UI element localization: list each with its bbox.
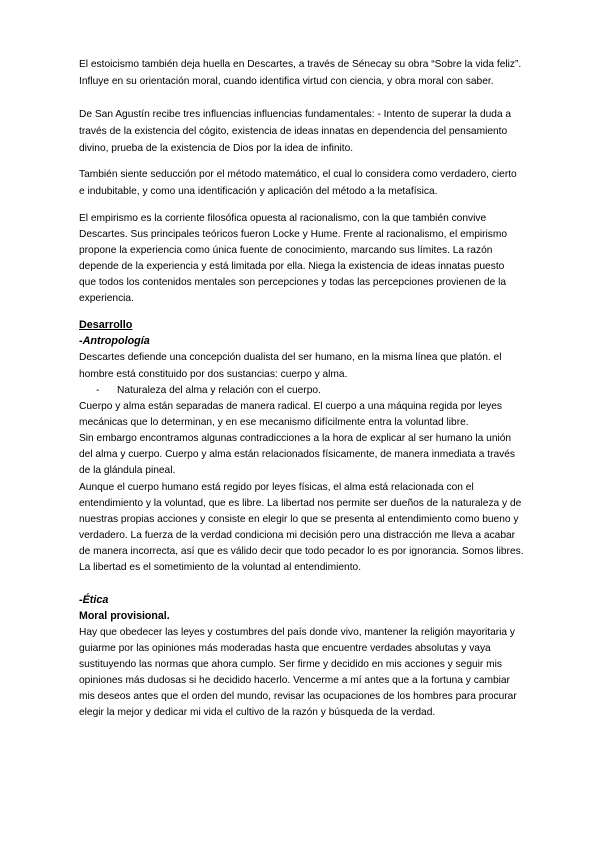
paragraph-line: Descartes. Sus principales teóricos fueron Locke y Hume. Frente al racionalismo, el empirismo: [79, 229, 508, 240]
paragraph-line: Influye en su orientación moral, cuando identifica virtud con ciencia, y obra moral con saber.: [79, 76, 494, 87]
paragraph-line: Descartes defiende una concepción dualista del ser humano, en la misma línea que platón. el: [79, 352, 502, 363]
paragraph-line: nuestras propias acciones y consiste en elegir lo que se presenta al entendimiento como bueno y: [79, 514, 519, 525]
paragraph-line: de la glándula pineal.: [79, 465, 176, 476]
bullet-item: Naturaleza del alma y relación con el cuerpo.: [117, 385, 321, 396]
bullet-dash: -: [96, 385, 100, 396]
paragraph-line: e indubitable, y como una identificación y aplicación del método a la metafísica.: [79, 186, 438, 197]
paragraph-line: hombre está constituido por dos sustancias: cuerpo y alma.: [79, 369, 348, 380]
paragraph-line: Hay que obedecer las leyes y costumbres del país donde vivo, mantener la religión mayoritaria y: [79, 627, 516, 638]
paragraph-line: mecánicas que lo determinan, y en ese mecanismo difícilmente entra la voluntad libre.: [79, 417, 469, 428]
paragraph-line: propone la experiencia como única fuente de conocimiento, marcando sus límites. La razón: [79, 245, 493, 256]
paragraph-line: depende de la experiencia y está limitada por ella. Niega la existencia de ideas innatas puesto: [79, 261, 505, 272]
paragraph-line: Aunque el cuerpo humano está regido por leyes físicas, el alma está relacionada con el: [79, 482, 474, 493]
paragraph-line: La libertad es el sometimiento de la voluntad al entendimiento.: [79, 562, 362, 573]
subheading-antropologia: -Antropología: [79, 335, 150, 347]
subheading-etica: -Ética: [79, 594, 109, 606]
paragraph-line: Sin embargo encontramos algunas contradicciones a la hora de explicar al ser humano la unión: [79, 433, 512, 444]
paragraph-line: través de la existencia del cógito, existencia de ideas innatas en dependencia del pensamiento: [79, 126, 508, 137]
paragraph-line: El empirismo es la corriente filosófica opuesta al racionalismo, con la que también convive: [79, 213, 487, 224]
paragraph-line: También siente seducción por el método matemático, el cual lo considera como verdadero, cierto: [79, 169, 517, 180]
paragraph-line: divino, prueba de la existencia de Dios por la idea de infinito.: [79, 143, 354, 154]
section-heading-desarrollo: Desarrollo: [79, 319, 133, 331]
paragraph-line: guiarme por las opiniones más moderadas hasta que encuentre verdades absolutas y vaya: [79, 643, 491, 654]
paragraph-line: de manera incorrecta, así que es válido decir que todo pecador lo es por ignorancia. Somos libres.: [79, 546, 524, 557]
paragraph-line: sustituyendo las normas que ahora cumplo. Ser firme y decidido en mis acciones y seguir mis: [79, 659, 502, 670]
paragraph-line: entendimiento y la voluntad, que es libre. La libertad nos permite ser dueños de la naturaleza y de: [79, 498, 522, 509]
paragraph-line: De San Agustín recibe tres influencias influencias fundamentales: - Intento de superar la duda a: [79, 109, 512, 120]
paragraph-line: elegir la mejor y dedicar mi vida el cultivo de la razón y búsqueda de la verdad.: [79, 707, 436, 718]
paragraph-line: Cuerpo y alma están separadas de manera radical. El cuerpo a una máquina regida por leyes: [79, 401, 503, 412]
paragraph-line: El estoicismo también deja huella en Descartes, a través de Sénecay su obra “Sobre la vida feliz”.: [79, 59, 522, 70]
paragraph-line: que todos los contenidos mentales son percepciones y todas las percepciones provienen de la: [79, 277, 507, 288]
subheading-moral-provisional: Moral provisional.: [79, 610, 170, 622]
paragraph-line: del alma y cuerpo. Cuerpo y alma están relacionados físicamente, de manera inmediata a través: [79, 449, 516, 460]
paragraph-line: mis deseos antes que el orden del mundo, revisar las ocupaciones de los hombres para procurar: [79, 691, 517, 702]
paragraph-line: experiencia.: [79, 293, 134, 304]
paragraph-line: opiniones más dudosas si he decidido hacerlo. Vencerme a mí antes que a la fortuna y cambiar: [79, 675, 510, 686]
paragraph-line: verdadero. La fuerza de la verdad condiciona mi decisión pero una distracción me lleva a acabar: [79, 530, 516, 541]
